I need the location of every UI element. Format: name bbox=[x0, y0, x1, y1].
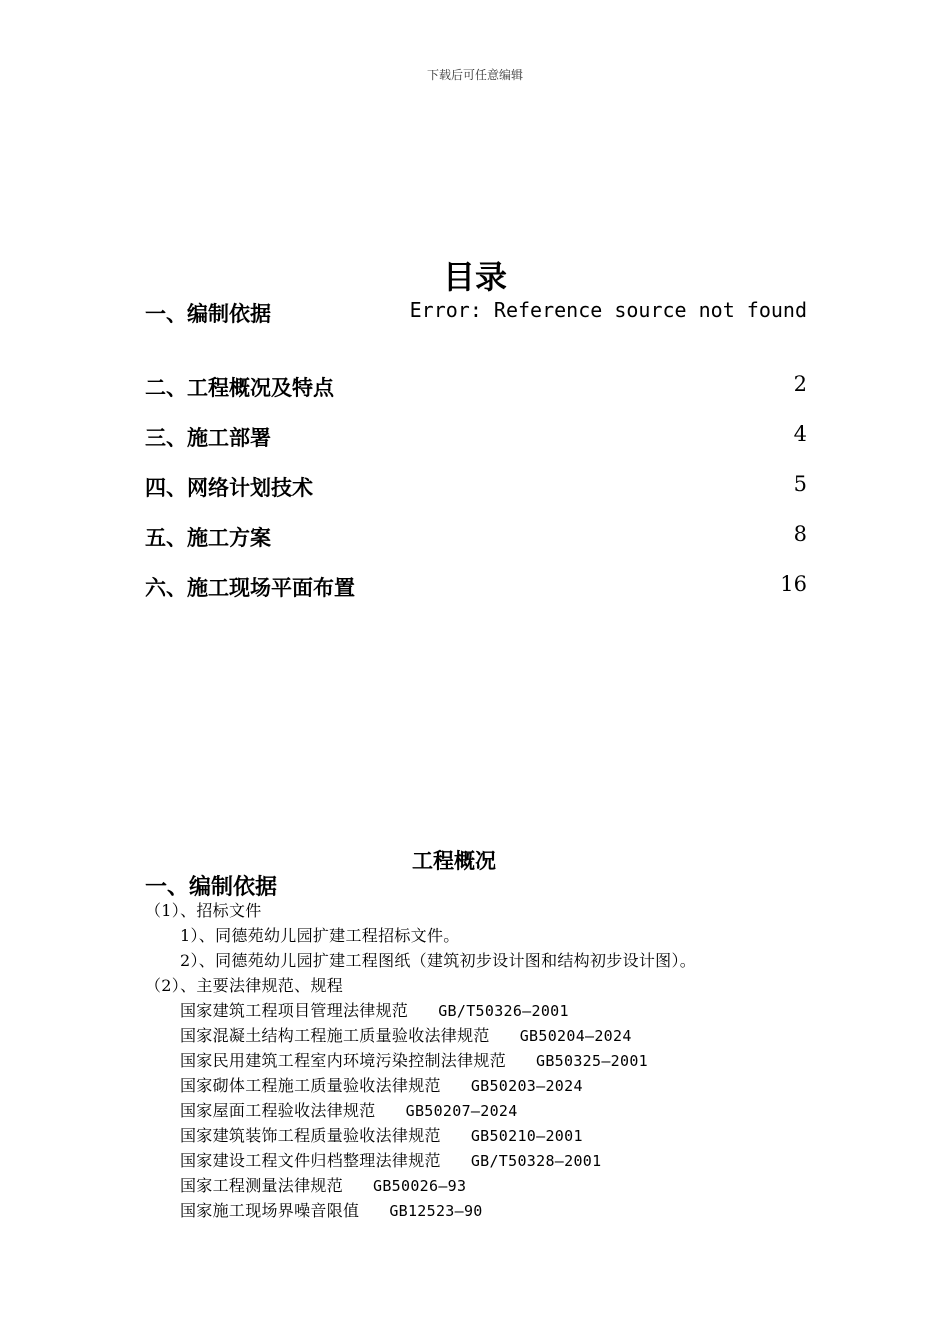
toc-entry-label: 二、工程概况及特点 bbox=[145, 375, 334, 400]
header-note: 下载后可任意编辑 bbox=[426, 68, 523, 82]
standard-row bbox=[180, 1148, 601, 1171]
section-heading: 一、编制依据 bbox=[145, 874, 278, 900]
standard-name: 国家工程测量法律规范 bbox=[180, 1176, 344, 1195]
standard-name: 国家屋面工程验收法律规范 bbox=[180, 1101, 376, 1120]
toc-entry-page: 8 bbox=[793, 522, 807, 546]
toc-entry[interactable] bbox=[145, 572, 807, 602]
standard-row bbox=[180, 1023, 632, 1046]
standard-code: GB50203—2024 bbox=[470, 1077, 583, 1095]
standard-code: GB50210—2001 bbox=[470, 1127, 583, 1145]
toc-entry-label: 五、施工方案 bbox=[145, 525, 271, 550]
standard-name: 国家建设工程文件归档整理法律规范 bbox=[180, 1151, 441, 1170]
standard-code: GB50325—2001 bbox=[536, 1052, 648, 1070]
subheading: （1）、招标文件 bbox=[145, 901, 262, 920]
standard-name: 国家混凝土结构工程施工质量验收法律规范 bbox=[180, 1026, 490, 1045]
standard-row bbox=[180, 1198, 483, 1221]
standard-row bbox=[180, 1123, 583, 1146]
toc-entry-label: 四、网络计划技术 bbox=[145, 475, 313, 500]
toc-entry-page: 4 bbox=[793, 422, 807, 446]
toc-entry-page: 5 bbox=[793, 472, 807, 496]
list-item: 1）、同德苑幼儿园扩建工程招标文件。 bbox=[180, 926, 460, 945]
toc-entry[interactable] bbox=[145, 372, 807, 402]
toc-entry-page: 2 bbox=[793, 372, 807, 396]
toc-entry-page: Error: Reference source not found bbox=[409, 298, 807, 322]
toc-entry-label: 三、施工部署 bbox=[145, 425, 271, 450]
toc-entry[interactable] bbox=[145, 298, 807, 328]
toc-entry-label: 一、编制依据 bbox=[145, 301, 271, 326]
standard-code: GB50204—2024 bbox=[519, 1027, 632, 1045]
toc-entry-label: 六、施工现场平面布置 bbox=[145, 575, 355, 600]
standard-code: GB50026—93 bbox=[373, 1177, 467, 1195]
standard-code: GB50207—2024 bbox=[405, 1102, 518, 1120]
standard-row bbox=[180, 1098, 518, 1121]
standard-name: 国家建筑装饰工程质量验收法律规范 bbox=[180, 1126, 441, 1145]
standard-code: GB/T50326—2001 bbox=[438, 1002, 569, 1020]
standard-code: GB/T50328—2001 bbox=[470, 1152, 602, 1170]
standard-row bbox=[180, 1048, 648, 1071]
standard-row bbox=[180, 1073, 583, 1096]
toc-entry-page: 16 bbox=[780, 572, 807, 596]
standard-row bbox=[180, 998, 569, 1021]
standard-name: 国家施工现场界噪音限值 bbox=[180, 1201, 360, 1220]
standard-name: 国家建筑工程项目管理法律规范 bbox=[180, 1001, 409, 1020]
toc-title: 目录 bbox=[442, 258, 507, 296]
list-item: 2）、同德苑幼儿园扩建工程图纸（建筑初步设计图和结构初步设计图）。 bbox=[180, 951, 697, 970]
standard-row bbox=[180, 1173, 466, 1196]
section-title: 工程概况 bbox=[412, 848, 496, 873]
standard-name: 国家砌体工程施工质量验收法律规范 bbox=[180, 1076, 441, 1095]
toc-entry[interactable] bbox=[145, 422, 807, 452]
subheading: （2）、主要法律规范、规程 bbox=[145, 976, 344, 995]
standard-name: 国家民用建筑工程室内环境污染控制法律规范 bbox=[180, 1051, 507, 1070]
toc-entry[interactable] bbox=[145, 522, 807, 552]
standard-code: GB12523—90 bbox=[389, 1202, 483, 1220]
toc-entry[interactable] bbox=[145, 472, 807, 502]
